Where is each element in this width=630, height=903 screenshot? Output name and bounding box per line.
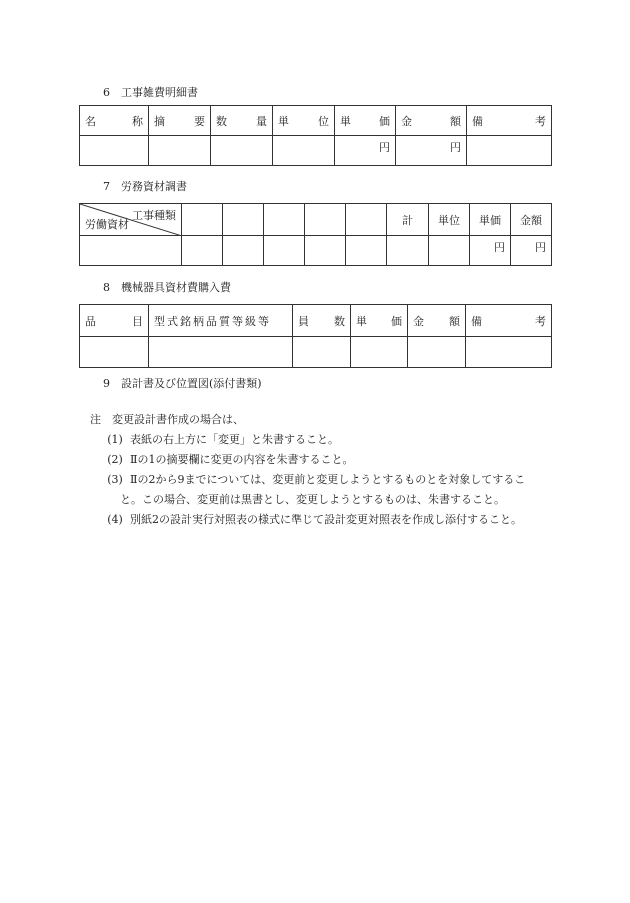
table-cell	[408, 337, 466, 368]
table-cell	[466, 337, 552, 368]
notes-title: 注 変更設計書作成の場合は、	[90, 413, 244, 426]
table-cell	[346, 236, 387, 266]
section-8-heading: 8 機械器具資材費購入費	[103, 281, 231, 294]
header-cell: 摘 要	[149, 106, 211, 136]
table-cell	[264, 236, 305, 266]
table-cell	[429, 236, 470, 266]
table-header-row	[80, 204, 552, 236]
header-cell: 員 数	[293, 305, 351, 337]
header-cell: 備 考	[466, 305, 552, 337]
section-9-heading: 9 設計書及び位置図(添付書類)	[103, 377, 262, 390]
table-cell	[387, 236, 429, 266]
table-row	[80, 136, 552, 166]
total-header: 計	[387, 204, 429, 236]
note-item: (1) 表紙の右上方に「変更」と朱書すること。	[107, 433, 339, 446]
header-cell: 単 位	[273, 106, 335, 136]
labor-material-table	[79, 203, 552, 266]
header-cell: 金 額	[396, 106, 467, 136]
table-cell	[80, 136, 149, 166]
header-cell: 単 価	[351, 305, 408, 337]
equipment-purchase-table	[79, 304, 552, 368]
header-cell: 備 考	[467, 106, 552, 136]
table-cell	[293, 337, 351, 368]
diagonal-header-cell	[80, 204, 182, 236]
table-header-row	[80, 305, 552, 337]
header-cell: 単 価	[335, 106, 396, 136]
note-item-continued: と。この場合、変更前は黒書とし、変更しようとするものは、朱書すること。	[120, 493, 505, 506]
table-cell	[467, 136, 552, 166]
table-cell	[346, 204, 387, 236]
price-unit-cell: 円	[335, 136, 396, 166]
price-unit-cell: 円	[470, 236, 511, 266]
table-row	[80, 236, 552, 266]
amount-header: 金額	[511, 204, 552, 236]
header-cell: 品 目	[80, 305, 149, 337]
table-cell	[305, 236, 346, 266]
table-cell	[273, 136, 335, 166]
table-cell	[223, 236, 264, 266]
header-cell: 型式銘柄品質等級等	[149, 305, 293, 337]
note-item: (3) Ⅱの2から9までについては、変更前と変更しようとするものとを対象してするこ	[107, 473, 526, 486]
table-cell	[149, 136, 211, 166]
section-7-heading: 7 労務資材調書	[103, 180, 187, 193]
amount-unit-cell: 円	[396, 136, 467, 166]
labor-material-label: 労働資材	[85, 218, 129, 231]
notes-block	[90, 410, 560, 530]
table-cell	[305, 204, 346, 236]
misc-expense-table	[79, 105, 552, 166]
table-cell	[182, 204, 223, 236]
work-type-label: 工事種類	[132, 209, 176, 222]
table-header-row	[80, 106, 552, 136]
table-row	[80, 337, 552, 368]
note-item: (4) 別紙2の設計実行対照表の様式に準じて設計変更対照表を作成し添付すること。	[107, 513, 522, 526]
table-cell	[211, 136, 273, 166]
price-header: 単価	[470, 204, 511, 236]
amount-unit-cell: 円	[511, 236, 552, 266]
table-cell	[223, 204, 264, 236]
note-item: (2) Ⅱの1の摘要欄に変更の内容を朱書すること。	[107, 453, 354, 466]
section-6-heading: 6 工事雑費明細書	[103, 86, 198, 99]
header-cell: 数 量	[211, 106, 273, 136]
header-cell: 名 称	[80, 106, 149, 136]
table-cell	[80, 236, 182, 266]
table-cell	[351, 337, 408, 368]
table-cell	[80, 337, 149, 368]
table-cell	[182, 236, 223, 266]
header-cell: 金 額	[408, 305, 466, 337]
unit-header: 単位	[429, 204, 470, 236]
table-cell	[149, 337, 293, 368]
table-cell	[264, 204, 305, 236]
